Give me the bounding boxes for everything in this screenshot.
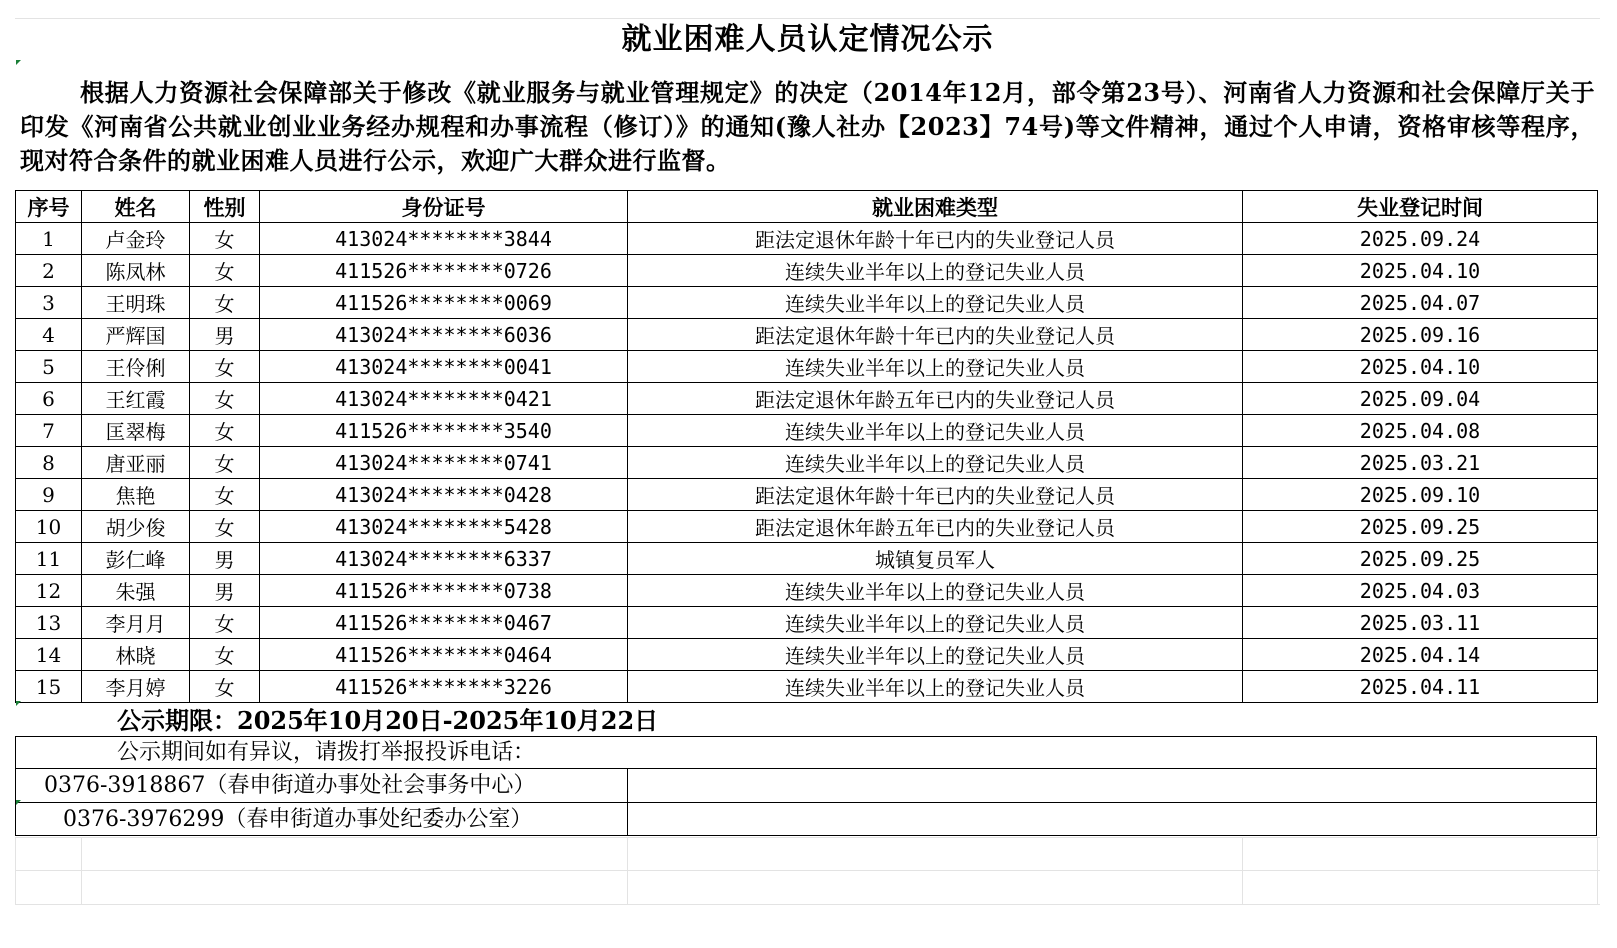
sheet-gridline (15, 837, 1600, 838)
cell-id-number: 411526********3540 (260, 415, 628, 447)
cell-gender: 女 (190, 255, 260, 287)
cell-marker (16, 800, 21, 805)
cell-difficulty-type: 连续失业半年以上的登记失业人员 (628, 575, 1243, 607)
cell-difficulty-type: 连续失业半年以上的登记失业人员 (628, 607, 1243, 639)
cell-marker (16, 60, 21, 65)
cell-marker (16, 701, 21, 706)
cell-registration-date: 2025.09.24 (1243, 223, 1598, 255)
cell-gender: 男 (190, 319, 260, 351)
table-header-row (16, 191, 1598, 223)
cell-name: 王伶俐 (82, 351, 190, 383)
table-row (16, 287, 1598, 319)
cell-index: 10 (16, 511, 82, 543)
header-index: 序号 (16, 191, 82, 223)
table-row (16, 671, 1598, 703)
cell-name: 王红霞 (82, 383, 190, 415)
cell-name: 彭仁峰 (82, 543, 190, 575)
cell-difficulty-type: 连续失业半年以上的登记失业人员 (628, 255, 1243, 287)
table-row (16, 319, 1598, 351)
sheet-gridline (81, 837, 82, 904)
cell-id-number: 413024********0041 (260, 351, 628, 383)
cell-index: 2 (16, 255, 82, 287)
cell-name: 陈凤林 (82, 255, 190, 287)
header-name: 姓名 (82, 191, 190, 223)
cell-id-number: 411526********0726 (260, 255, 628, 287)
sheet-gridline (1242, 837, 1243, 904)
cell-difficulty-type: 连续失业半年以上的登记失业人员 (628, 639, 1243, 671)
header-id-number: 身份证号 (260, 191, 628, 223)
contact-column-divider (627, 768, 628, 836)
cell-registration-date: 2025.09.10 (1243, 479, 1598, 511)
cell-name: 焦艳 (82, 479, 190, 511)
phone-social-affairs: 0376-3918867（春申街道办事处社会事务中心） (44, 773, 536, 798)
cell-difficulty-type: 城镇复员军人 (628, 543, 1243, 575)
table-row (16, 223, 1598, 255)
cell-index: 14 (16, 639, 82, 671)
contact-divider (15, 768, 1597, 769)
cell-gender: 男 (190, 543, 260, 575)
cell-name: 卢金玲 (82, 223, 190, 255)
cell-id-number: 411526********0464 (260, 639, 628, 671)
table-row (16, 575, 1598, 607)
cell-id-number: 413024********6337 (260, 543, 628, 575)
sheet-gridline (15, 837, 16, 904)
cell-gender: 女 (190, 351, 260, 383)
cell-index: 13 (16, 607, 82, 639)
cell-id-number: 411526********3226 (260, 671, 628, 703)
cell-index: 5 (16, 351, 82, 383)
cell-name: 胡少俊 (82, 511, 190, 543)
cell-id-number: 413024********6036 (260, 319, 628, 351)
cell-index: 15 (16, 671, 82, 703)
table-row (16, 607, 1598, 639)
cell-id-number: 411526********0738 (260, 575, 628, 607)
cell-difficulty-type: 距法定退休年龄五年已内的失业登记人员 (628, 383, 1243, 415)
cell-name: 匡翠梅 (82, 415, 190, 447)
notice-paragraph: 根据人力资源社会保障部关于修改《就业服务与就业管理规定》的决定（2014年12月，部令第23号）、河南省人力资源和社会保障厅关于印发《河南省公共就业创业业务经办规程和办事流程（修订）》的通知(豫人社办【2023】74号)等文件精神，通过个人申请，资格审核等程序，现对符合条件的就业困难人员进行公示，欢迎广大群众进行监督。 (20, 78, 1595, 175)
table-row (16, 447, 1598, 479)
cell-difficulty-type: 连续失业半年以上的登记失业人员 (628, 287, 1243, 319)
sheet-gridline (15, 904, 1600, 905)
cell-registration-date: 2025.09.16 (1243, 319, 1598, 351)
contact-divider (15, 802, 1597, 803)
cell-difficulty-type: 连续失业半年以上的登记失业人员 (628, 447, 1243, 479)
cell-gender: 女 (190, 223, 260, 255)
cell-name: 李月婷 (82, 671, 190, 703)
table-row (16, 255, 1598, 287)
cell-index: 3 (16, 287, 82, 319)
cell-index: 4 (16, 319, 82, 351)
dispute-notice: 公示期间如有异议，请拨打举报投诉电话： (117, 740, 536, 765)
applicant-table (15, 190, 1598, 703)
cell-id-number: 413024********0421 (260, 383, 628, 415)
cell-gender: 女 (190, 479, 260, 511)
cell-registration-date: 2025.04.03 (1243, 575, 1598, 607)
cell-registration-date: 2025.09.25 (1243, 511, 1598, 543)
cell-name: 唐亚丽 (82, 447, 190, 479)
cell-id-number: 413024********3844 (260, 223, 628, 255)
cell-id-number: 411526********0069 (260, 287, 628, 319)
cell-id-number: 413024********5428 (260, 511, 628, 543)
cell-registration-date: 2025.03.21 (1243, 447, 1598, 479)
table-row (16, 479, 1598, 511)
cell-registration-date: 2025.03.11 (1243, 607, 1598, 639)
cell-id-number: 413024********0428 (260, 479, 628, 511)
phone-discipline-office: 0376-3976299（春申街道办事处纪委办公室） (63, 807, 533, 832)
table-row (16, 415, 1598, 447)
cell-difficulty-type: 距法定退休年龄十年已内的失业登记人员 (628, 479, 1243, 511)
cell-difficulty-type: 连续失业半年以上的登记失业人员 (628, 351, 1243, 383)
cell-index: 8 (16, 447, 82, 479)
header-registration-date: 失业登记时间 (1243, 191, 1598, 223)
cell-registration-date: 2025.09.25 (1243, 543, 1598, 575)
cell-name: 严辉国 (82, 319, 190, 351)
cell-difficulty-type: 距法定退休年龄五年已内的失业登记人员 (628, 511, 1243, 543)
cell-registration-date: 2025.04.11 (1243, 671, 1598, 703)
cell-gender: 女 (190, 671, 260, 703)
header-difficulty-type: 就业困难类型 (628, 191, 1243, 223)
cell-gender: 女 (190, 511, 260, 543)
cell-index: 12 (16, 575, 82, 607)
cell-gender: 男 (190, 575, 260, 607)
cell-id-number: 411526********0467 (260, 607, 628, 639)
cell-registration-date: 2025.04.10 (1243, 351, 1598, 383)
publicity-period: 公示期限：2025年10月20日-2025年10月22日 (117, 706, 659, 735)
cell-gender: 女 (190, 415, 260, 447)
cell-registration-date: 2025.04.10 (1243, 255, 1598, 287)
cell-index: 7 (16, 415, 82, 447)
cell-name: 李月月 (82, 607, 190, 639)
table-row (16, 383, 1598, 415)
cell-difficulty-type: 距法定退休年龄十年已内的失业登记人员 (628, 223, 1243, 255)
cell-name: 朱强 (82, 575, 190, 607)
sheet-gridline (627, 837, 628, 904)
table-row (16, 543, 1598, 575)
cell-registration-date: 2025.04.07 (1243, 287, 1598, 319)
header-gender: 性别 (190, 191, 260, 223)
cell-registration-date: 2025.04.14 (1243, 639, 1598, 671)
cell-name: 王明珠 (82, 287, 190, 319)
cell-name: 林晓 (82, 639, 190, 671)
cell-id-number: 413024********0741 (260, 447, 628, 479)
cell-index: 1 (16, 223, 82, 255)
cell-difficulty-type: 连续失业半年以上的登记失业人员 (628, 671, 1243, 703)
page-title: 就业困难人员认定情况公示 (15, 18, 1600, 61)
cell-index: 11 (16, 543, 82, 575)
cell-gender: 女 (190, 447, 260, 479)
sheet-gridline (1597, 837, 1598, 904)
cell-index: 9 (16, 479, 82, 511)
table-body (16, 223, 1598, 703)
cell-registration-date: 2025.09.04 (1243, 383, 1598, 415)
cell-gender: 女 (190, 607, 260, 639)
cell-registration-date: 2025.04.08 (1243, 415, 1598, 447)
cell-difficulty-type: 连续失业半年以上的登记失业人员 (628, 415, 1243, 447)
table-row (16, 511, 1598, 543)
table-row (16, 639, 1598, 671)
cell-difficulty-type: 距法定退休年龄十年已内的失业登记人员 (628, 319, 1243, 351)
cell-index: 6 (16, 383, 82, 415)
cell-gender: 女 (190, 383, 260, 415)
cell-gender: 女 (190, 639, 260, 671)
sheet-gridline (15, 870, 1600, 871)
table-row (16, 351, 1598, 383)
cell-gender: 女 (190, 287, 260, 319)
